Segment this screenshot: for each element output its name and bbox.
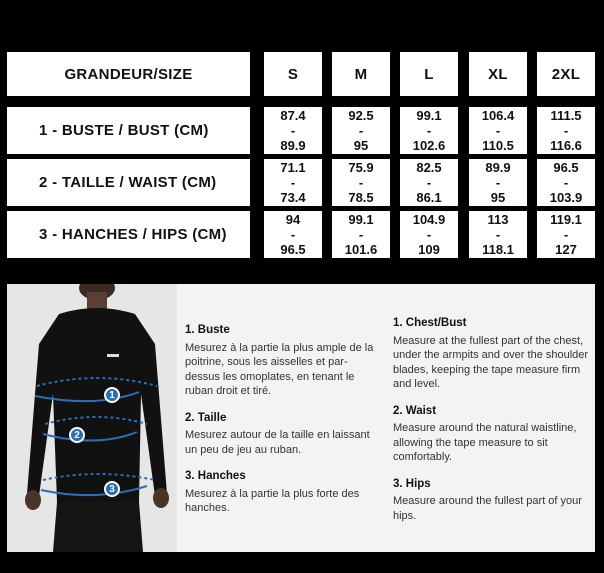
- value-cell-hips-l: [400, 211, 458, 258]
- value-min: 104.9: [412, 212, 446, 227]
- value-cell-bust-xl: [469, 107, 527, 154]
- value-min: 99.1: [348, 212, 374, 227]
- value-cell-hips-xl: [469, 211, 527, 258]
- measurement-guide-panel: [7, 284, 595, 552]
- english-waist-title: 2. Waist: [393, 404, 437, 417]
- row-label-waist: 2 - TAILLE / WAIST (CM): [7, 159, 250, 206]
- english-hips-title: 3. Hips: [393, 477, 431, 490]
- value-cell-waist-xl: [469, 159, 527, 206]
- value-max: 110.5: [482, 138, 514, 153]
- value-max: 116.6: [550, 138, 582, 153]
- english-hips: [393, 477, 591, 524]
- value-cell-bust-m: [332, 107, 390, 154]
- value-min: 113: [487, 212, 509, 227]
- size-header-2xl: 2XL: [537, 52, 595, 96]
- value-max: 118.1: [482, 242, 514, 257]
- value-min: 94: [285, 212, 301, 227]
- value-min: 96.5: [553, 160, 579, 175]
- value-max: 95: [490, 190, 506, 205]
- value-sep: -: [563, 227, 569, 242]
- value-cell-bust-s: [264, 107, 322, 154]
- value-max: 96.5: [280, 242, 306, 257]
- value-cell-hips-s: [264, 211, 322, 258]
- tape-overlay: [7, 284, 177, 552]
- value-sep: -: [495, 123, 501, 138]
- value-max: 103.9: [549, 190, 583, 205]
- value-min: 92.5: [348, 108, 374, 123]
- value-sep: -: [495, 227, 501, 242]
- value-min: 99.1: [416, 108, 442, 123]
- value-sep: -: [290, 227, 296, 242]
- value-sep: -: [563, 123, 569, 138]
- value-cell-bust-2xl: [537, 107, 595, 154]
- value-min: 106.4: [481, 108, 515, 123]
- size-header-s: S: [264, 52, 322, 96]
- value-sep: -: [426, 227, 432, 242]
- value-sep: -: [358, 175, 364, 190]
- row-label-hips: 3 - HANCHES / HIPS (CM): [7, 211, 250, 258]
- marker-1-icon: 1: [104, 387, 120, 403]
- value-cell-waist-2xl: [537, 159, 595, 206]
- size-header-m: M: [332, 52, 390, 96]
- french-waist: [185, 411, 381, 458]
- value-min: 119.1: [550, 212, 582, 227]
- value-min: 87.4: [280, 108, 306, 123]
- french-bust-title: 1. Buste: [185, 324, 230, 336]
- value-max: 109: [418, 242, 440, 257]
- size-header-l: L: [400, 52, 458, 96]
- value-min: 89.9: [485, 160, 511, 175]
- value-min: 71.1: [280, 160, 306, 175]
- french-waist-text: Mesurez autour de la taille en laissant un peu de jeu au ruban.: [185, 429, 370, 456]
- english-bust-title: 1. Chest/Bust: [393, 317, 467, 329]
- value-min: 111.5: [550, 108, 582, 123]
- value-cell-hips-2xl: [537, 211, 595, 258]
- value-max: 95: [353, 138, 369, 153]
- value-cell-waist-m: [332, 159, 390, 206]
- english-hips-text: Measure around the fullest part of your hips.: [393, 495, 582, 522]
- value-max: 102.6: [412, 138, 446, 153]
- value-sep: -: [290, 175, 296, 190]
- value-sep: -: [495, 175, 501, 190]
- value-cell-waist-l: [400, 159, 458, 206]
- size-header-label: GRANDEUR/SIZE: [7, 52, 250, 96]
- english-waist-text: Measure around the natural waistline, allowing the tape measure to sit comfortably.: [393, 422, 577, 463]
- row-label-bust: 1 - BUSTE / BUST (CM): [7, 107, 250, 154]
- value-sep: -: [426, 123, 432, 138]
- english-waist: [393, 404, 591, 465]
- english-bust-text: Measure at the fullest part of the chest, under the armpits and over the shoulder blades, keeping the tape measure firm and level.: [393, 334, 589, 390]
- french-bust-text: Mesurez à la partie la plus ample de la poitrine, sous les aisselles et par-dessus les omoplates, en tenant le ruban droit et tiré.: [185, 341, 374, 397]
- value-cell-hips-m: [332, 211, 390, 258]
- value-min: 82.5: [416, 160, 442, 175]
- value-sep: -: [426, 175, 432, 190]
- size-header-xl: XL: [469, 52, 527, 96]
- value-max: 127: [555, 242, 577, 257]
- marker-2-icon: 2: [69, 427, 85, 443]
- english-instructions: [393, 316, 591, 535]
- value-max: 86.1: [416, 190, 442, 205]
- french-bust: [185, 323, 381, 399]
- value-cell-waist-s: [264, 159, 322, 206]
- marker-3-icon: 3: [104, 481, 120, 497]
- value-cell-bust-l: [400, 107, 458, 154]
- french-waist-title: 2. Taille: [185, 411, 227, 424]
- value-max: 101.6: [344, 242, 378, 257]
- french-hips: [185, 469, 381, 516]
- english-bust: [393, 316, 591, 392]
- value-sep: -: [290, 123, 296, 138]
- french-hips-title: 3. Hanches: [185, 470, 246, 482]
- french-instructions: [185, 323, 381, 528]
- value-sep: -: [358, 123, 364, 138]
- model-photo: [7, 284, 177, 552]
- french-hips-text: Mesurez à la partie la plus forte des hanches.: [185, 487, 360, 514]
- value-sep: -: [563, 175, 569, 190]
- value-min: 75.9: [348, 160, 374, 175]
- value-sep: -: [358, 227, 364, 242]
- value-max: 73.4: [280, 190, 306, 205]
- value-max: 78.5: [348, 190, 374, 205]
- value-max: 89.9: [280, 138, 306, 153]
